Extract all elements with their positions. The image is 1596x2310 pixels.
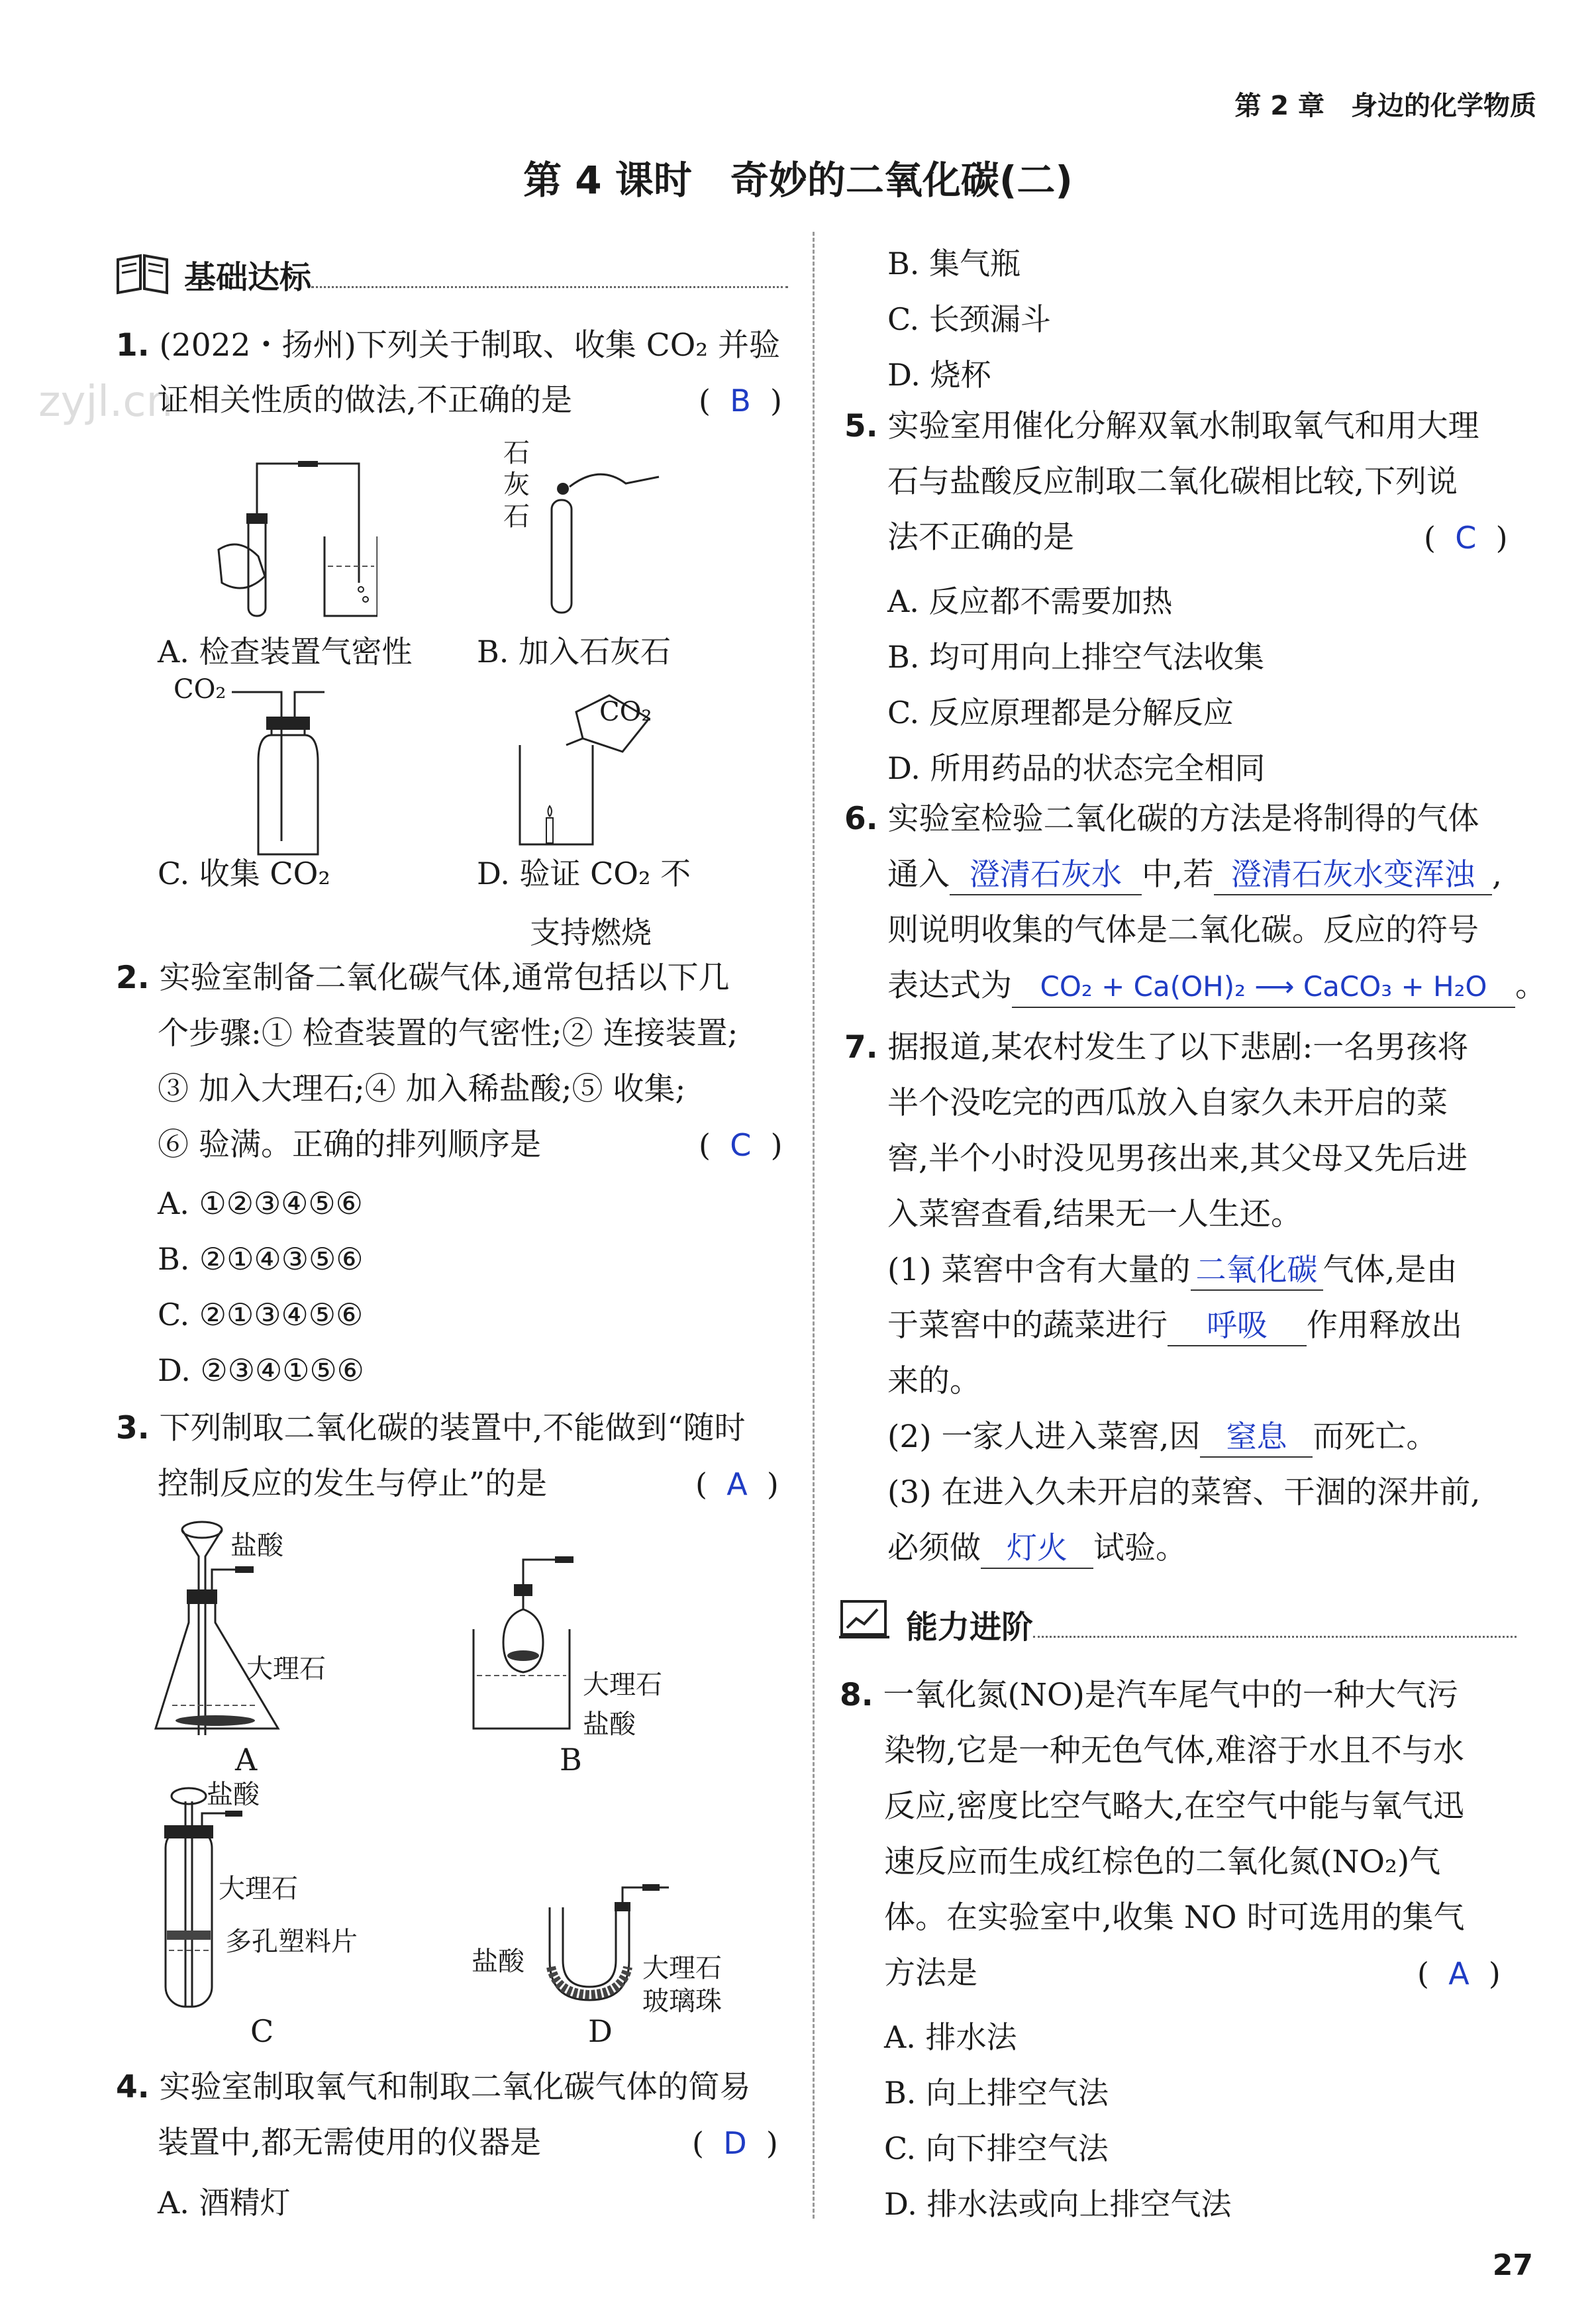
q7-p3-pre: 必须做 — [887, 1530, 981, 1566]
q3-fig-letter-d: D — [588, 2013, 613, 2049]
q4-option-d: D. 烧杯 — [887, 357, 991, 393]
q3-line1: 下列制取二氧化碳的装置中,不能做到“随时 — [159, 1410, 746, 1446]
q8-line1: 一氧化氮(NO)是汽车尾气中的一种大气污 — [883, 1677, 1458, 1713]
q5-line1: 实验室用催化分解双氧水制取氧气和用大理 — [887, 408, 1479, 444]
q3-text — [116, 1401, 745, 1456]
q1-caption-b: B. 加入石灰石 — [477, 634, 672, 670]
q6-blank2: 澄清石灰水变浑浊 — [1214, 854, 1492, 895]
q5-answer-bracket: ( C ) — [1424, 520, 1508, 556]
q2-answer-bracket: ( C ) — [699, 1127, 783, 1163]
q7-p2-post: 而死亡。 — [1313, 1419, 1438, 1455]
column-divider — [813, 232, 815, 2219]
q3-answer-bracket: ( A ) — [695, 1466, 779, 1502]
q6-post1: , — [1491, 856, 1502, 893]
q7-p2-pre: (2) 一家人进入菜窖,因 — [887, 1419, 1201, 1455]
watermark: zyjl.cn — [38, 377, 174, 427]
q5-text — [844, 399, 1479, 454]
q4-option-c: C. 长颈漏斗 — [887, 301, 1051, 337]
q7-p3-line1: (3) 在进入久未开启的菜窖、干涸的深井前, — [887, 1474, 1481, 1511]
q1-caption-d2: 支持燃烧 — [530, 915, 652, 950]
q4-number: 4. — [116, 2069, 150, 2105]
q7-p2-blank: 窒息 — [1200, 1417, 1313, 1458]
q1-text — [116, 318, 780, 374]
q7-p3-blank: 灯火 — [981, 1528, 1093, 1569]
q7-number: 7. — [844, 1029, 878, 1066]
q8-line6: 方法是 — [884, 1955, 977, 1991]
q5-option-c: C. 反应原理都是分解反应 — [887, 695, 1234, 730]
q2-option-a: A. ①②③④⑤⑥ — [158, 1185, 363, 1221]
page-number: 27 — [1492, 2248, 1533, 2282]
q1-figure-a — [192, 450, 377, 632]
chapter-header: 第 2 章 身边的化学物质 — [1234, 91, 1536, 121]
q8-option-b: B. 向上排空气法 — [884, 2075, 1109, 2111]
q3-line2: 控制反应的发生与停止”的是 — [158, 1466, 548, 1502]
q3-label-hcl-b: 盐酸 — [583, 1709, 636, 1740]
q2-answer: C — [730, 1127, 752, 1163]
q3-label-marble-c: 大理石 — [219, 1874, 298, 1904]
q4-answer: D — [723, 2125, 747, 2161]
q1-line2: 证相关性质的做法,不正确的是 — [158, 382, 572, 419]
q6-line2 — [887, 847, 1502, 903]
q6-line1: 实验室检验二氧化碳的方法是将制得的气体 — [887, 801, 1479, 837]
q3-fig-letter-c: C — [250, 2013, 274, 2049]
q2-line1: 实验室制备二氧化碳气体,通常包括以下几 — [159, 960, 730, 996]
q8-number: 8. — [840, 1677, 873, 1713]
q4-text — [116, 2060, 751, 2115]
q4-line1: 实验室制取氧气和制取二氧化碳气体的简易 — [159, 2069, 751, 2105]
q1-caption-d1: D. 验证 CO₂ 不 — [477, 856, 691, 891]
q3-label-beads-d: 玻璃珠 — [642, 1986, 722, 2017]
section-advanced-title: 能力进阶 — [906, 1609, 1034, 1646]
q6-pre1: 通入 — [887, 856, 950, 893]
q1-caption-a: A. 检查装置气密性 — [158, 634, 413, 670]
q5-line3: 法不正确的是 — [887, 519, 1074, 556]
q2-line3: ③ 加入大理石;④ 加入稀盐酸;⑤ 收集; — [158, 1071, 686, 1107]
q5-number: 5. — [844, 408, 878, 444]
q6-post2: 。 — [1515, 968, 1546, 1004]
q5-answer: C — [1455, 520, 1477, 556]
q4-answer-bracket: ( D ) — [692, 2125, 778, 2161]
q3-label-marble-b: 大理石 — [583, 1670, 662, 1700]
q3-answer: A — [726, 1466, 748, 1502]
q1-figure-c — [225, 682, 384, 864]
q8-line2: 染物,它是一种无色气体,难溶于水且不与水 — [884, 1732, 1464, 1769]
q7-p1-post: 气体,是由 — [1322, 1252, 1458, 1288]
q7-p1b-post: 作用释放出 — [1307, 1307, 1462, 1344]
q2-line2: 个步骤:① 检查装置的气密性;② 连接装置; — [158, 1015, 738, 1052]
q7-line1: 据报道,某农村发生了以下悲剧:一名男孩将 — [887, 1029, 1469, 1066]
q7-line2: 半个没吃完的西瓜放入自家久未开启的菜 — [887, 1085, 1448, 1121]
q2-number: 2. — [116, 960, 150, 996]
q6-mid1: 中,若 — [1142, 856, 1214, 893]
q6-number: 6. — [844, 801, 878, 837]
q7-p1-blank: 二氧化碳 — [1191, 1250, 1323, 1291]
q8-option-d: D. 排水法或向上排空气法 — [884, 2186, 1232, 2222]
q2-option-c: C. ②①③④⑤⑥ — [158, 1297, 364, 1332]
q5-option-a: A. 反应都不需要加热 — [887, 583, 1173, 619]
q3-label-plate-c: 多孔塑料片 — [225, 1927, 358, 1957]
book-icon — [113, 250, 172, 299]
q5-option-b: B. 均可用向上排空气法收集 — [887, 639, 1265, 675]
q6-equation: CO₂ + Ca(OH)₂ ⟶ CaCO₃ + H₂O — [1012, 967, 1515, 1008]
q7-p1b-pre: 于菜窖中的蔬菜进行 — [887, 1307, 1168, 1344]
q1-answer-bracket: ( B ) — [699, 383, 782, 419]
q3-label-hcl-d: 盐酸 — [472, 1946, 524, 1977]
q3-fig-letter-b: B — [560, 1742, 582, 1778]
q1-label-co2-d: CO₂ — [599, 697, 652, 727]
q6-line4 — [887, 958, 1546, 1014]
q7-line4: 入菜窖查看,结果无一人生还。 — [887, 1196, 1302, 1232]
q1-answer: B — [730, 383, 751, 419]
q8-line4: 速反应而生成红棕色的二氧化氮(NO₂)气 — [884, 1844, 1441, 1880]
q3-label-hcl-a: 盐酸 — [230, 1531, 283, 1561]
page-title: 第 4 课时 奇妙的二氧化碳(二) — [523, 158, 1073, 203]
q6-text — [844, 791, 1479, 847]
q6-blank1: 澄清石灰水 — [950, 854, 1142, 895]
q3-label-hcl-c: 盐酸 — [207, 1780, 260, 1810]
q3-number: 3. — [116, 1410, 150, 1446]
q5-option-d: D. 所用药品的状态完全相同 — [887, 750, 1266, 786]
q2-text — [116, 950, 729, 1006]
section-basic-title: 基础达标 — [184, 259, 312, 296]
q7-part1b — [887, 1298, 1462, 1354]
q3-label-marble-d: 大理石 — [642, 1953, 722, 1984]
q4-line2: 装置中,都无需使用的仪器是 — [158, 2125, 541, 2161]
q1-label-co2-c: CO₂ — [174, 674, 226, 705]
q3-label-marble-a: 大理石 — [246, 1654, 326, 1684]
section-underline-2 — [1033, 1636, 1517, 1638]
q5-line2: 石与盐酸反应制取二氧化碳相比较,下列说 — [887, 464, 1458, 500]
q1-caption-c: C. 收集 CO₂ — [158, 856, 330, 891]
q7-text — [844, 1020, 1468, 1076]
q3-fig-letter-a: A — [235, 1742, 258, 1778]
q1-label-limestone: 石灰石 — [503, 438, 530, 532]
q4-option-a: A. 酒精灯 — [158, 2185, 291, 2221]
q7-part1 — [887, 1242, 1457, 1298]
q7-p1c: 来的。 — [887, 1363, 981, 1399]
q6-line3: 则说明收集的气体是二氧化碳。反应的符号 — [887, 912, 1479, 948]
section-underline — [311, 286, 788, 288]
q7-part3 — [887, 1521, 1187, 1576]
q4-option-b: B. 集气瓶 — [887, 246, 1021, 281]
q8-answer: A — [1448, 1956, 1470, 1991]
q8-option-a: A. 排水法 — [884, 2019, 1017, 2055]
q2-option-d: D. ②③④①⑤⑥ — [158, 1352, 364, 1388]
q8-text — [840, 1668, 1458, 1723]
q7-p1-pre: (1) 菜窖中含有大量的 — [887, 1252, 1191, 1288]
q1-line1: (2022・扬州)下列关于制取、收集 CO₂ 并验 — [159, 327, 781, 364]
q7-p3-post: 试验。 — [1093, 1530, 1187, 1566]
q6-pre2: 表达式为 — [887, 968, 1012, 1004]
q2-option-b: B. ②①④③⑤⑥ — [158, 1241, 364, 1277]
q7-part2 — [887, 1409, 1437, 1465]
q8-line5: 体。在实验室中,收集 NO 时可选用的集气 — [884, 1899, 1465, 1936]
q2-line4: ⑥ 验满。正确的排列顺序是 — [158, 1127, 541, 1163]
q7-line3: 窖,半个小时没见男孩出来,其父母又先后进 — [887, 1140, 1468, 1177]
q8-line3: 反应,密度比空气略大,在空气中能与氧气迅 — [884, 1788, 1464, 1825]
q7-p1b-blank: 呼吸 — [1168, 1305, 1307, 1346]
q8-answer-bracket: ( A ) — [1417, 1956, 1501, 1991]
chart-icon — [838, 1596, 891, 1645]
q8-option-c: C. 向下排空气法 — [884, 2131, 1109, 2166]
q1-number: 1. — [116, 327, 150, 364]
